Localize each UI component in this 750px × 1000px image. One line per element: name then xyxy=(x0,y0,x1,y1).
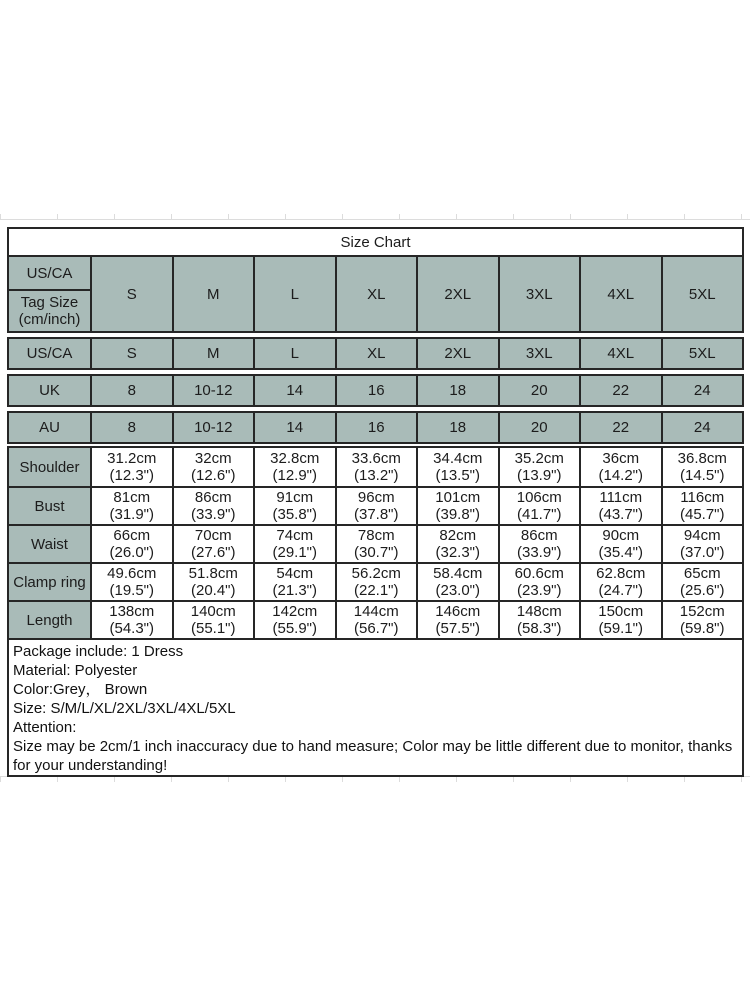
inch-value: (12.3") xyxy=(109,467,154,484)
table-cell xyxy=(253,486,335,524)
table-cell: 20 xyxy=(498,413,580,442)
cm-value: 60.6cm xyxy=(514,565,564,582)
cm-value: 81cm xyxy=(113,489,151,506)
note-attention-heading: Attention: xyxy=(13,719,77,736)
cm-value: 86cm xyxy=(520,527,558,544)
cm-value: 142cm xyxy=(272,603,318,620)
cm-value: 31.2cm xyxy=(107,450,157,467)
cm-value: 116cm xyxy=(680,489,725,506)
inch-value: (20.4") xyxy=(190,582,236,599)
inch-value: (55.1") xyxy=(190,620,236,637)
table-cell xyxy=(416,600,498,638)
row-label: Bust xyxy=(9,486,90,524)
cm-value: 152cm xyxy=(679,603,725,620)
table-cell: 18 xyxy=(416,413,498,442)
inch-value: (12.9") xyxy=(272,467,317,484)
table-cell xyxy=(335,524,417,562)
cm-value: 140cm xyxy=(190,603,236,620)
table-cell xyxy=(498,448,580,486)
table-cell: 16 xyxy=(335,376,417,405)
table-cell xyxy=(579,524,661,562)
table-cell xyxy=(90,486,172,524)
table-cell xyxy=(661,448,743,486)
table-cell: 8 xyxy=(90,413,172,442)
table-cell xyxy=(579,600,661,638)
inch-value: (27.6") xyxy=(190,544,236,561)
inch-value: (37.8") xyxy=(353,506,399,523)
inch-value: (24.7") xyxy=(598,582,643,599)
table-cell: 24 xyxy=(661,376,743,405)
table-cell xyxy=(90,448,172,486)
cm-value: 70cm xyxy=(194,527,232,544)
cm-value: 82cm xyxy=(439,527,477,544)
inch-value: (13.2") xyxy=(353,467,399,484)
table-cell xyxy=(498,524,580,562)
cm-value: 101cm xyxy=(435,489,481,506)
table-cell xyxy=(335,562,417,600)
cm-value: 35.2cm xyxy=(514,450,564,467)
table-cell xyxy=(90,524,172,562)
table-cell xyxy=(416,486,498,524)
inch-value: (21.3") xyxy=(272,582,317,599)
table-cell xyxy=(335,448,417,486)
cm-value: 78cm xyxy=(357,527,395,544)
table-cell xyxy=(661,524,743,562)
inch-value: (23.9") xyxy=(516,582,562,599)
table-cell xyxy=(416,562,498,600)
header-size-cell: S xyxy=(90,257,172,331)
cm-value: 148cm xyxy=(516,603,562,620)
table-cell xyxy=(90,562,172,600)
row-label: Waist xyxy=(9,524,90,562)
inch-value: (55.9") xyxy=(272,620,317,637)
table-cell xyxy=(661,486,743,524)
inch-value: (59.1") xyxy=(598,620,643,637)
row-label: US/CA xyxy=(9,339,90,368)
table-cell xyxy=(579,562,661,600)
table-cell xyxy=(498,486,580,524)
inch-value: (33.9") xyxy=(190,506,236,523)
spreadsheet-gridline-top xyxy=(0,214,750,220)
cm-value: 33.6cm xyxy=(351,450,401,467)
table-cell xyxy=(416,524,498,562)
cm-value: 138cm xyxy=(109,603,155,620)
cm-value: 36.8cm xyxy=(677,450,727,467)
cm-value: 146cm xyxy=(435,603,481,620)
inch-value: (54.3") xyxy=(109,620,154,637)
cm-value: 94cm xyxy=(683,527,721,544)
cm-value: 106cm xyxy=(516,489,562,506)
inch-value: (12.6") xyxy=(190,467,236,484)
table-cell: 10-12 xyxy=(172,413,254,442)
cm-value: 51.8cm xyxy=(188,565,238,582)
table-cell: S xyxy=(90,339,172,368)
header-size-cell: XL xyxy=(335,257,417,331)
table-cell: 2XL xyxy=(416,339,498,368)
header-block xyxy=(7,227,744,333)
cm-value: 150cm xyxy=(598,603,644,620)
inch-value: (35.4") xyxy=(598,544,643,561)
header-size-cell: 3XL xyxy=(498,257,580,331)
table-cell: 22 xyxy=(579,413,661,442)
table-cell: 18 xyxy=(416,376,498,405)
cm-value: 49.6cm xyxy=(107,565,157,582)
table-cell xyxy=(335,486,417,524)
table-cell xyxy=(172,600,254,638)
inch-value: (37.0") xyxy=(679,544,725,561)
header-size-cell: L xyxy=(253,257,335,331)
inch-value: (43.7") xyxy=(598,506,643,523)
table-cell: 10-12 xyxy=(172,376,254,405)
cm-value: 74cm xyxy=(276,527,314,544)
note-material: Material: Polyester xyxy=(13,662,138,679)
note-color: Color:Grey， Brown xyxy=(13,681,148,698)
table-cell xyxy=(416,448,498,486)
note-package: Package include: 1 Dress xyxy=(13,643,184,660)
header-size-cell: 5XL xyxy=(661,257,743,331)
table-cell: 5XL xyxy=(661,339,743,368)
table-cell: 16 xyxy=(335,413,417,442)
cm-value: 96cm xyxy=(357,489,395,506)
cm-value: 54cm xyxy=(276,565,314,582)
inch-value: (14.2") xyxy=(598,467,643,484)
table-cell xyxy=(253,600,335,638)
table-cell xyxy=(498,562,580,600)
table-cell: L xyxy=(253,339,335,368)
page-title: Size Chart xyxy=(9,229,742,257)
inch-value: (59.8") xyxy=(679,620,725,637)
header-size-cell: 4XL xyxy=(579,257,661,331)
inch-value: (19.5") xyxy=(109,582,154,599)
inch-value: (33.9") xyxy=(516,544,562,561)
inch-value: (39.8") xyxy=(435,506,480,523)
cm-value: 90cm xyxy=(602,527,640,544)
inch-value: (41.7") xyxy=(516,506,562,523)
table-cell xyxy=(253,448,335,486)
table-cell: 3XL xyxy=(498,339,580,368)
inch-value: (30.7") xyxy=(353,544,399,561)
table-cell: 14 xyxy=(253,376,335,405)
cm-value: 36cm xyxy=(602,450,640,467)
inch-value: (26.0") xyxy=(109,544,154,561)
table-cell: 20 xyxy=(498,376,580,405)
row-label: Clamp ring xyxy=(9,562,90,600)
cm-value: 144cm xyxy=(353,603,399,620)
inch-value: (25.6") xyxy=(679,582,725,599)
inch-value: (57.5") xyxy=(435,620,480,637)
cm-value: 86cm xyxy=(194,489,232,506)
inch-value: (14.5") xyxy=(679,467,725,484)
cm-value: 65cm xyxy=(683,565,721,582)
size-chart-table xyxy=(7,227,744,777)
cm-value: 111cm xyxy=(599,489,643,506)
row-label: UK xyxy=(9,376,90,405)
tag-size-line2: (cm/inch) xyxy=(18,311,81,328)
table-cell xyxy=(172,486,254,524)
inch-value: (56.7") xyxy=(353,620,399,637)
table-cell xyxy=(661,600,743,638)
row-us-ca xyxy=(7,337,744,370)
table-cell: 14 xyxy=(253,413,335,442)
table-cell xyxy=(90,600,172,638)
inch-value: (22.1") xyxy=(353,582,399,599)
inch-value: (13.5") xyxy=(435,467,480,484)
row-label: Length xyxy=(9,600,90,638)
table-cell: M xyxy=(172,339,254,368)
row-label: Shoulder xyxy=(9,448,90,486)
cm-value: 32.8cm xyxy=(270,450,320,467)
cm-value: 91cm xyxy=(276,489,314,506)
header-size-cell: M xyxy=(172,257,254,331)
cm-value: 58.4cm xyxy=(433,565,483,582)
table-cell xyxy=(579,448,661,486)
header-size-cell: 2XL xyxy=(416,257,498,331)
table-cell xyxy=(579,486,661,524)
cm-value: 56.2cm xyxy=(351,565,401,582)
table-cell xyxy=(335,600,417,638)
row-au xyxy=(7,411,744,444)
table-cell: 22 xyxy=(579,376,661,405)
header-us-ca-label: US/CA xyxy=(9,257,90,291)
tag-size-line1: Tag Size xyxy=(20,294,79,311)
inch-value: (32.3") xyxy=(435,544,480,561)
table-cell xyxy=(172,524,254,562)
table-cell xyxy=(172,562,254,600)
note-size: Size: S/M/L/XL/2XL/3XL/4XL/5XL xyxy=(13,700,236,717)
table-cell xyxy=(253,524,335,562)
inch-value: (13.9") xyxy=(516,467,562,484)
inch-value: (29.1") xyxy=(272,544,317,561)
row-uk xyxy=(7,374,744,407)
row-label: AU xyxy=(9,413,90,442)
cm-value: 34.4cm xyxy=(433,450,483,467)
measurements-block xyxy=(7,446,744,640)
table-cell: XL xyxy=(335,339,417,368)
table-cell xyxy=(498,600,580,638)
cm-value: 32cm xyxy=(194,450,232,467)
product-notes xyxy=(7,640,744,777)
inch-value: (45.7") xyxy=(679,506,725,523)
inch-value: (35.8") xyxy=(272,506,317,523)
table-cell: 8 xyxy=(90,376,172,405)
note-attention-body: Size may be 2cm/1 inch inaccuracy due to hand measure; Color may be little different due to monitor, thanks for your understanding! xyxy=(13,738,733,774)
inch-value: (58.3") xyxy=(516,620,562,637)
inch-value: (23.0") xyxy=(435,582,480,599)
table-cell: 24 xyxy=(661,413,743,442)
table-cell xyxy=(661,562,743,600)
cm-value: 62.8cm xyxy=(596,565,646,582)
table-cell xyxy=(172,448,254,486)
cm-value: 66cm xyxy=(113,527,151,544)
inch-value: (31.9") xyxy=(109,506,154,523)
table-cell: 4XL xyxy=(579,339,661,368)
header-tag-size-label xyxy=(9,291,90,331)
table-cell xyxy=(253,562,335,600)
